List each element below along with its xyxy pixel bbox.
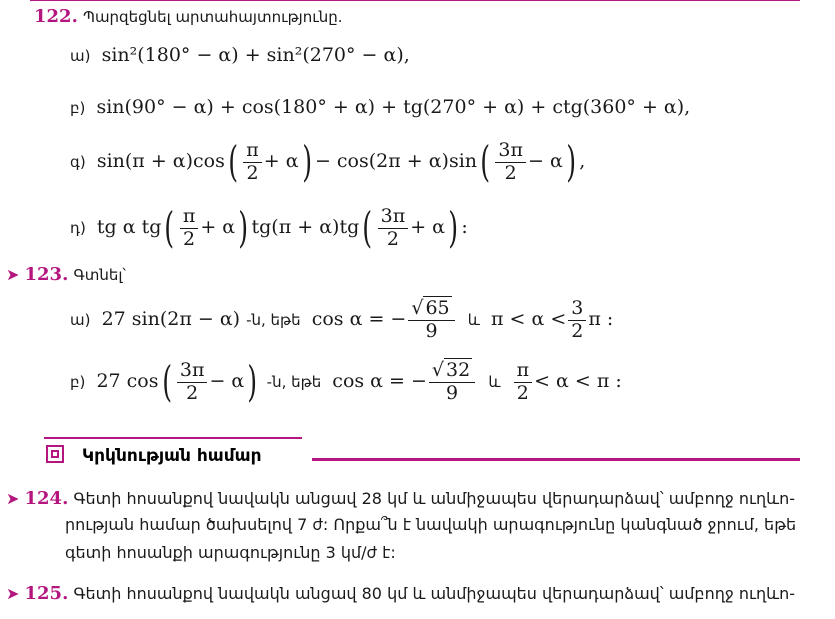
math-part: cos α = − — [332, 369, 427, 392]
problem-124 — [6, 488, 795, 509]
problem-number: 125. — [24, 583, 69, 604]
fraction: $\frac{\pi}{2}$ — [243, 140, 262, 185]
math-part: − α — [528, 149, 563, 172]
problem-122-b — [70, 96, 690, 118]
math-part: − cos(2π + α)sin — [314, 149, 478, 172]
problem-122-d — [70, 203, 468, 253]
fraction: $\frac{3\pi}{2}$ — [378, 206, 409, 251]
section-underline-short — [44, 437, 302, 439]
fraction: $\frac{√ 32}{9}$ — [429, 360, 475, 405]
problem-123-b — [70, 357, 622, 407]
problem-123-a — [70, 298, 613, 343]
item-label: ա) — [70, 310, 91, 329]
math-part: + α — [263, 149, 299, 172]
fraction: $\frac{\pi}{2}$ — [180, 206, 199, 251]
math-part: + α — [410, 215, 446, 238]
problem-text: Պարզեցնել արտահայտությունը. — [82, 8, 343, 26]
section-title: Կրկնության համար — [82, 446, 262, 466]
problem-line: Գետի հոսանքով նավակն անցավ 80 կմ և անմիջապես վերադարձավ՝ ամբողջ ուղևո- — [73, 584, 796, 603]
math-part: − α — [209, 369, 245, 392]
math-expression: 27 sin(2π − α) — [101, 307, 241, 330]
math-part: tg α tg — [96, 215, 162, 238]
left-paren: ( — [228, 137, 238, 187]
item-label: գ) — [70, 152, 86, 171]
left-paren: ( — [480, 137, 491, 187]
problem-text: Գտնել՝ — [73, 266, 126, 284]
fraction: $\frac{3\pi}{2}$ — [177, 360, 208, 405]
right-paren: ) — [238, 203, 249, 253]
right-paren: ) — [448, 203, 459, 253]
problem-number: 123. — [24, 264, 69, 285]
right-paren: ) — [247, 357, 258, 407]
problem-number: 122. — [34, 6, 78, 27]
math-expression: sin(90° − α) + cos(180° + α) + tg(270° + α) + ctg(360° + α), — [96, 96, 691, 118]
problem-122-heading — [34, 6, 343, 27]
arrow-icon: ➤ — [6, 584, 20, 603]
left-paren: ( — [161, 357, 172, 407]
right-paren: ) — [566, 137, 576, 187]
problem-line: րության համար ծախսելով 7 ժ: Որքա՞ն է նավակի արագությունը կանգնած ջրում, եթե — [65, 515, 797, 534]
math-part: , — [579, 149, 586, 172]
right-paren: ) — [301, 137, 312, 187]
arrow-icon: ➤ — [6, 265, 20, 284]
math-expression: sin²(180° − α) + sin²(270° − α), — [101, 44, 410, 66]
problem-line: Գետի հոսանքով նավակն անցավ 28 կմ և անմիջապես վերադարձավ՝ ամբողջ ուղևո- — [73, 489, 796, 508]
math-part: tg(π + α)tg — [251, 215, 360, 238]
fraction: $\frac{3\pi}{2}$ — [495, 140, 526, 185]
item-label: ա) — [70, 47, 91, 65]
arrow-icon: ➤ — [6, 489, 20, 508]
math-part: 27 cos — [96, 369, 159, 392]
problem-122-a — [70, 44, 410, 66]
item-label: բ) — [70, 372, 86, 391]
left-paren: ( — [362, 203, 373, 253]
problem-number: 124. — [24, 488, 69, 509]
item-label: բ) — [70, 99, 86, 117]
item-label: դ) — [70, 218, 86, 237]
left-paren: ( — [164, 203, 175, 253]
problem-line: գետի հոսանքի արագությունը 3 կմ/ժ է: — [65, 543, 396, 562]
problem-125 — [6, 583, 795, 604]
fraction: $\frac{√ 65}{9}$ — [408, 298, 454, 343]
section-rule — [312, 458, 800, 461]
text: -ն, եթե — [246, 310, 301, 329]
top-divider — [30, 0, 800, 1]
text: և — [467, 310, 480, 329]
math-part: : — [461, 215, 468, 238]
problem-123-heading — [6, 264, 126, 285]
text: և — [488, 372, 501, 391]
math-part: < α < π : — [534, 369, 622, 392]
problem-122-g — [70, 137, 586, 187]
text: -ն, եթե — [266, 372, 322, 391]
section-icon — [46, 445, 64, 463]
math-part: π < α < — [491, 307, 567, 330]
math-part: π : — [588, 307, 614, 330]
math-part: sin(π + α)cos — [96, 149, 225, 172]
fraction: $\frac{3}{2}$ — [568, 298, 586, 343]
math-part: cos α = − — [311, 307, 407, 330]
math-part: + α — [200, 215, 236, 238]
fraction: $\frac{\pi}{2}$ — [514, 360, 533, 405]
